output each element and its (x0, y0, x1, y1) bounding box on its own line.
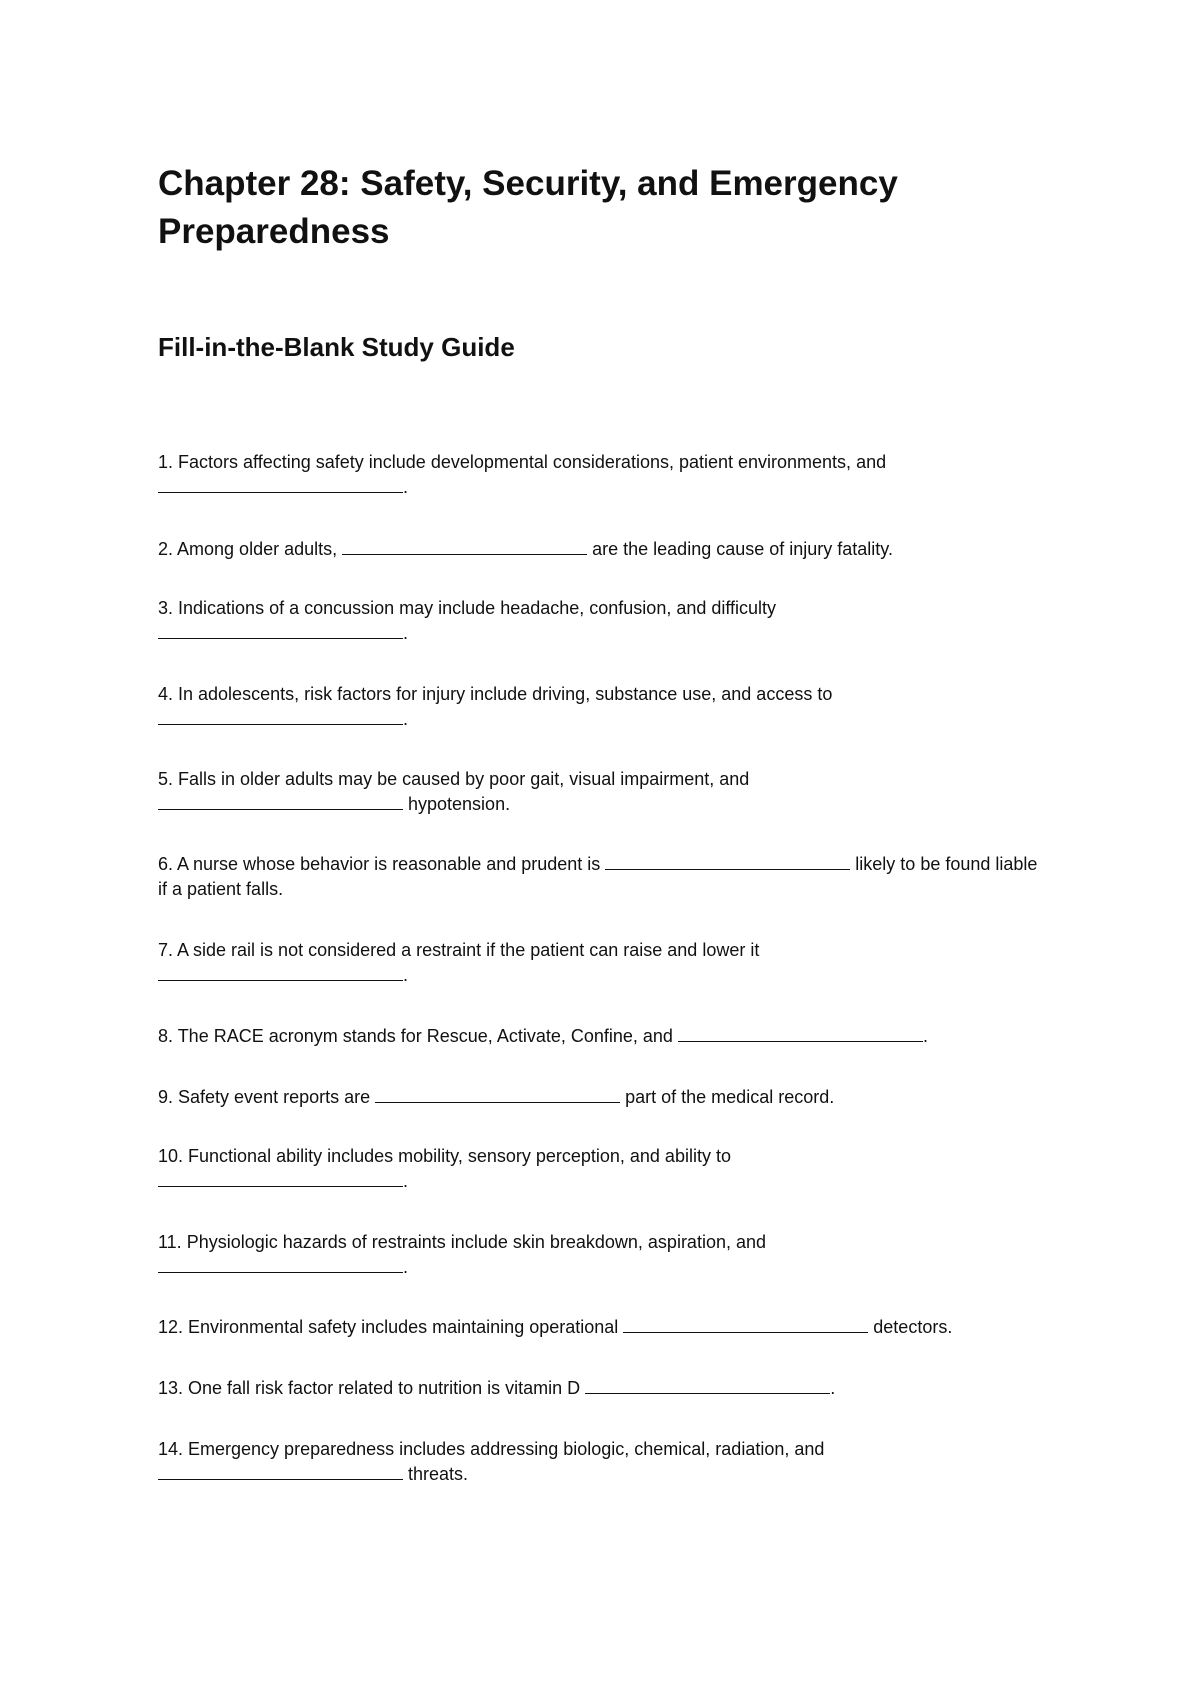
answer-blank-5 (158, 792, 403, 810)
answer-blank-8 (678, 1024, 923, 1042)
question-3 (158, 596, 1038, 646)
question-9-end: part of the medical record. (620, 1087, 835, 1107)
answer-blank-4 (158, 707, 403, 725)
answer-blank-10 (158, 1169, 403, 1187)
question-1-text: 1. Factors affecting safety include developmental considerations, patient environments, and (158, 452, 887, 472)
question-8-end: . (922, 1026, 928, 1046)
question-7-end: . (403, 965, 409, 985)
question-7 (158, 938, 1038, 988)
question-10 (158, 1144, 1038, 1194)
answer-blank-12 (623, 1315, 868, 1333)
question-11-text: 11. Physiologic hazards of restraints include skin breakdown, aspiration, and (158, 1232, 767, 1252)
question-4-end: . (403, 709, 409, 729)
question-1 (158, 450, 1038, 500)
question-8 (158, 1024, 1038, 1049)
question-2 (158, 537, 1038, 562)
question-7-text: 7. A side rail is not considered a restraint if the patient can raise and lower it (158, 940, 760, 960)
question-9 (158, 1085, 1038, 1110)
question-3-text: 3. Indications of a concussion may include headache, confusion, and difficulty (158, 598, 777, 618)
question-9-text: 9. Safety event reports are (158, 1087, 376, 1107)
question-12-end: detectors. (868, 1317, 953, 1337)
question-4-text: 4. In adolescents, risk factors for injury include driving, substance use, and access to (158, 684, 833, 704)
answer-blank-6 (605, 852, 850, 870)
question-8-text: 8. The RACE acronym stands for Rescue, Activate, Confine, and (158, 1026, 678, 1046)
page-title: Chapter 28: Safety, Security, and Emergency Preparedness (158, 164, 898, 251)
question-10-end: . (403, 1171, 409, 1191)
question-14 (158, 1437, 1038, 1487)
question-11-end: . (403, 1257, 409, 1277)
question-14-end: threats. (403, 1464, 469, 1484)
question-14-text: 14. Emergency preparedness includes addressing biologic, chemical, radiation, and (158, 1439, 825, 1459)
page-subtitle: Fill-in-the-Blank Study Guide (158, 332, 515, 362)
answer-blank-13 (585, 1376, 830, 1394)
question-1-end: . (403, 477, 409, 497)
question-5-end: hypotension. (403, 794, 511, 814)
question-4 (158, 682, 1038, 732)
question-12-text: 12. Environmental safety includes maintaining operational (158, 1317, 624, 1337)
answer-blank-11 (158, 1255, 403, 1273)
answer-blank-1 (158, 475, 403, 493)
question-13-text: 13. One fall risk factor related to nutrition is vitamin D (158, 1378, 586, 1398)
question-2-text: 2. Among older adults, (158, 539, 343, 559)
question-3-end: . (403, 623, 409, 643)
question-12 (158, 1315, 1038, 1340)
question-13-end: . (830, 1378, 836, 1398)
question-5-text: 5. Falls in older adults may be caused by poor gait, visual impairment, and (158, 769, 750, 789)
question-2-end: are the leading cause of injury fatality. (587, 539, 893, 559)
question-13 (158, 1376, 1038, 1401)
answer-blank-2 (342, 537, 587, 555)
answer-blank-14 (158, 1462, 403, 1480)
question-6-text: 6. A nurse whose behavior is reasonable and prudent is (158, 854, 606, 874)
question-10-text: 10. Functional ability includes mobility, sensory perception, and ability to (158, 1146, 731, 1166)
answer-blank-7 (158, 963, 403, 981)
question-6-end: likely to be found liable if a patient falls. (158, 854, 1038, 899)
answer-blank-9 (375, 1085, 620, 1103)
question-5 (158, 767, 1038, 817)
question-6 (158, 852, 1038, 902)
question-11 (158, 1230, 1038, 1280)
answer-blank-3 (158, 621, 403, 639)
